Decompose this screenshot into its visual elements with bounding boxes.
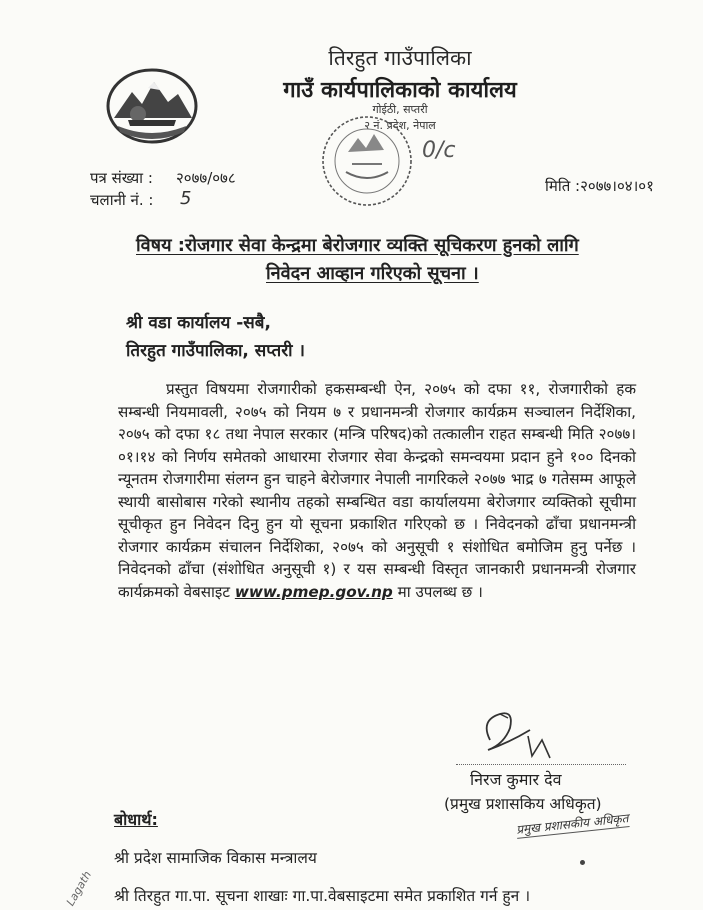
municipality-name: तिरहुत गाउँपालिका (328, 46, 472, 70)
nepal-emblem-icon (104, 66, 200, 146)
signatory-title: (प्रमुख प्रशासकिय अधिकृत) (444, 795, 602, 813)
dispatch-number-label: चलानी नं. : (90, 191, 154, 209)
signatory-stamp: प्रमुख प्रशासकीय अधिकृत (515, 811, 630, 837)
cc-item-2: श्री तिरहुत गा.पा. सूचना शाखाः गा.पा.वेबसाइटमा समेत प्रकाशित गर्न हुन । (114, 887, 531, 905)
website-link[interactable]: www.pmep.gov.np (234, 582, 393, 601)
recipient-line-1: श्री वडा कार्यालय -सबै, (126, 313, 271, 333)
cc-label: बोधार्थ: (114, 810, 158, 829)
office-location: गोईठी, सप्तरी (372, 103, 428, 116)
body-paragraph: प्रस्तुत विषयमा रोजगारीको हकसम्बन्धी ऐन, २०७५ को दफा ११, रोजगारीको हक सम्बन्धी नियमावली, २०७५ को नियम ७ र प्रधानमन्त्री रोजगार कार्यक्रम सञ्चालन निर्देशिका, २०७५ को दफा १८ तथा नेपाल सरकार (मन्त्रि परिषद)को तत्कालीन राहत सम्बन्धी मिति २०७७।०१।१४ को निर्णय समेतको आधारमा रोजगार सेवा केन्द्रको समन्वयमा प्रदान हुने १०० दिनको न्यूनतम रोजगारीमा संलग्न हुन चाहने बेरोजगार नेपाली नागरिकले २०७७ भाद्र ७ गतेसम्म आफूले स्थायी बासोबास गरेको स्थानीय तहको सम्बन्धित वडा कार्यालयमा बेरोजगार व्यक्तिको सूचीमा सूचीकृत हुन निवेदन दिनु हुन यो सूचना प्रकाशित गरिएको छ । निवेदनको ढाँचा प्रधानमन्त्री रोजगार कार्यक्रम संचालन निर्देशिका, २०७५ को अनुसूची १ संशोधित बमोजिम हुनु पर्नेछ । निवेदनको ढाँचा (संशोधित अनुसूची १) र यस सम्बन्धी विस्तृत जानकारी प्रधानमन्त्री रोजगार कार्यक्रमको वेबसाइट (118, 380, 636, 601)
stamp-handwritten-note: 0/c (422, 138, 456, 163)
office-province: २ नं. प्रदेश, नेपाल (364, 119, 436, 132)
subject-heading (136, 232, 656, 288)
subject-line-2: निवेदन आव्हान गरिएको सूचना । (266, 263, 479, 284)
notice-body (118, 378, 636, 603)
issue-date: मिति :२०७७।०४।०१ (545, 177, 654, 195)
body-paragraph-tail: मा उपलब्ध छ । (392, 582, 483, 601)
margin-handwritten-note: Lagath (63, 868, 95, 909)
ink-dot (580, 860, 585, 865)
signatory-name: निरज कुमार देव (470, 770, 562, 789)
dispatch-number-value: 5 (180, 188, 192, 209)
office-stamp-icon (318, 112, 416, 210)
ref-number-value: २०७७/०७८ (176, 169, 236, 187)
cc-item-1: श्री प्रदेश सामाजिक विकास मन्त्रालय (114, 849, 317, 867)
subject-line-1: विषय :रोजगार सेवा केन्द्रमा बेरोजगार व्यक्ति सूचिकरण हुनको लागि (136, 235, 579, 256)
recipient-line-2: तिरहुत गाउँपालिका, सप्तरी । (126, 341, 305, 361)
signature-icon (470, 700, 580, 770)
ref-number-label: पत्र संख्या : (90, 169, 153, 187)
signature-line (456, 764, 626, 765)
office-name: गाउँ कार्यपालिकाको कार्यालय (283, 78, 517, 103)
